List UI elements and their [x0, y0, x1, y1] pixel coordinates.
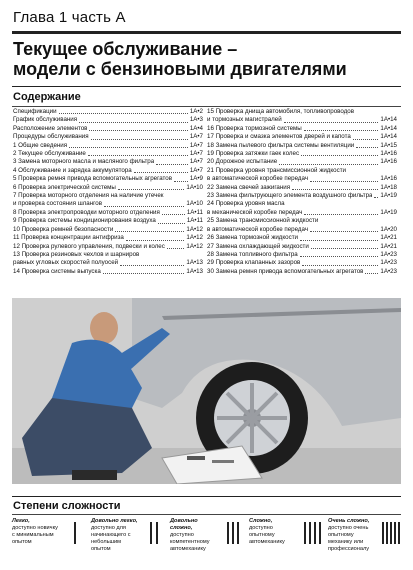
title-line-2: модели с бензиновыми двигателями	[13, 59, 347, 79]
contents-entry-title: 4 Обслуживание и зарядка аккумулятора	[13, 166, 132, 174]
level-description: доступно очень опытному механику или профессионалу	[328, 525, 370, 552]
dot-leader	[115, 226, 184, 232]
contents-entry-title: 5 Проверка ремня привода вспомогательных агрегатов	[13, 175, 172, 183]
contents-entry	[13, 167, 203, 175]
dot-leader	[89, 125, 187, 131]
contents-entry	[13, 259, 203, 267]
level-name: Довольно сложно,	[170, 518, 198, 531]
contents-entry-title: 12 Проверка рулевого управления, подвески и колес	[13, 242, 165, 250]
level-description: доступно опытному автомеханику	[249, 525, 285, 545]
contents-entry	[13, 150, 203, 158]
contents-entry-title: 13 Проверка резиновых чехлов и шарниров	[13, 250, 140, 258]
dot-leader	[118, 184, 184, 190]
dot-leader	[103, 268, 185, 274]
dot-leader	[292, 184, 378, 190]
contents-entry-title: 30 Замена ремня привода вспомогательных агрегатов	[207, 267, 364, 275]
contents-entry-title: Расположение элементов	[13, 124, 88, 132]
contents-entry-title: и проверка состояния шлангов	[13, 200, 102, 208]
contents-entry	[13, 251, 203, 259]
contents-entry-title: 6 Проверка электрической системы	[13, 183, 116, 191]
contents-entry-title: 22 Замена свечей зажигания	[207, 183, 291, 191]
contents-entry-page: 1А•21	[380, 242, 397, 250]
contents-entry-title: График обслуживания	[13, 116, 78, 124]
contents-entry-title: Спецификации	[13, 108, 57, 115]
dot-leader	[300, 234, 378, 240]
dot-leader	[300, 251, 379, 257]
chapter-label: Глава 1 часть А	[13, 9, 126, 26]
contents-entry-title: 18 Замена пылевого фильтра системы вентиляции	[207, 141, 355, 149]
contents-entry-page: 1А•23	[380, 259, 397, 267]
contents-entry-page: 1А•15	[380, 141, 397, 149]
contents-entry-page: 1А•14	[380, 116, 397, 124]
contents-entry	[207, 184, 397, 192]
dot-leader	[104, 200, 184, 206]
contents-rule	[12, 106, 401, 107]
wrench-icon	[302, 518, 322, 548]
level-description: доступно для начинающего с небольшим опытом	[91, 525, 131, 552]
contents-entry-title: 10 Проверка ремней безопасности	[13, 225, 114, 233]
dot-leader	[69, 142, 188, 148]
difficulty-level-3	[170, 518, 243, 558]
contents-entry-page: 1А•2	[189, 108, 203, 115]
dot-leader	[356, 142, 378, 148]
dot-leader	[59, 108, 188, 114]
contents-entry	[207, 108, 397, 116]
contents-entry-page: 1А•16	[380, 158, 397, 166]
contents-entry-page: 1А•11	[186, 217, 203, 225]
contents-entry	[13, 226, 203, 234]
contents-entry-title: 9 Проверка системы кондиционирования воздуха	[13, 217, 156, 225]
contents-entry	[13, 209, 203, 217]
level-name: Сложно,	[249, 518, 273, 524]
contents-entry-title: 23 Замена фильтрующего элемента воздушного фильтра	[207, 192, 373, 200]
wrench-icon	[65, 518, 85, 548]
contents-entry-page: 1А•10	[186, 200, 203, 208]
contents-entry	[207, 268, 397, 276]
contents-entry-page: 1А•19	[380, 208, 397, 216]
header-rule	[12, 31, 401, 34]
contents-column-left	[13, 108, 203, 276]
wrench-icon	[223, 518, 243, 548]
contents-entry-title: 8 Проверка электропроводки моторного отделения	[13, 208, 160, 216]
contents-entry	[13, 116, 203, 124]
difficulty-levels	[12, 518, 401, 558]
contents-entry-page: 1А•18	[380, 183, 397, 191]
contents-entry-page: 1А•14	[380, 124, 397, 132]
level-description: доступно новичку с минимальным опытом	[12, 525, 58, 545]
contents-heading: Содержание	[13, 91, 81, 103]
contents-entry-page: 1А•12	[186, 242, 203, 250]
contents-entry-title: в автоматической коробке передач	[207, 175, 309, 183]
dot-leader	[174, 175, 188, 181]
contents-entry-page: 1А•7	[189, 158, 203, 166]
dot-leader	[120, 259, 184, 265]
contents-entry	[207, 217, 397, 225]
dot-leader	[302, 259, 378, 265]
contents-entry-page: 1А•4	[189, 124, 203, 132]
contents-entry	[13, 268, 203, 276]
contents-entry-title: 29 Проверка клапанных зазоров	[207, 259, 301, 267]
wrench-icon	[144, 518, 164, 548]
dot-leader	[91, 133, 188, 139]
level-name: Очень сложно,	[328, 518, 370, 524]
contents-entry-page: 1А•7	[189, 150, 203, 158]
contents-entry-title: 26 Замена тормозной жидкости	[207, 234, 299, 242]
dot-leader	[88, 150, 188, 156]
contents-entry	[13, 175, 203, 183]
maintenance-photo	[12, 298, 401, 484]
photo-illustration	[12, 298, 401, 484]
level-name: Довольно легко,	[91, 518, 138, 524]
dot-leader	[284, 116, 379, 122]
contents-entry	[207, 200, 397, 208]
difficulty-rule	[12, 514, 401, 515]
contents-entry-title: 25 Замена трансмиссионной жидкости	[207, 217, 319, 225]
dot-leader	[311, 243, 379, 249]
contents-entry-title: 19 Проверка затяжки гаек колес	[207, 150, 300, 158]
contents-entry	[207, 125, 397, 133]
contents-entry-page: 1А•7	[189, 133, 203, 141]
contents-entry-page: 1А•3	[189, 116, 203, 124]
contents-entry	[207, 234, 397, 242]
contents-entry-title: в механической коробке передач	[207, 208, 303, 216]
dot-leader	[158, 217, 185, 223]
contents-entry-page: 1А•9	[189, 175, 203, 183]
contents-entry-page: 1А•13	[186, 267, 203, 275]
contents-entry	[13, 125, 203, 133]
title-rule	[12, 86, 401, 87]
contents-entry	[207, 192, 397, 200]
difficulty-heading: Степени сложности	[13, 500, 121, 512]
contents-entry-page: 1А•11	[186, 208, 203, 216]
level-name: Легко,	[12, 518, 30, 524]
contents-entry-title: 20 Дорожное испытание	[207, 158, 278, 166]
contents-entry	[207, 251, 397, 259]
contents-entry-title: 14 Проверка системы выпуска	[13, 267, 101, 275]
contents-entry-page: 1А•23	[380, 267, 397, 275]
contents-entry-page: 1А•14	[380, 133, 397, 141]
contents-entry-page: 1А•10	[186, 183, 203, 191]
contents-entry	[13, 200, 203, 208]
contents-entry	[13, 234, 203, 242]
contents-entry-page: 1А•13	[186, 259, 203, 267]
contents-entry	[13, 184, 203, 192]
difficulty-level-5	[328, 518, 401, 558]
dot-leader	[167, 243, 185, 249]
contents-entry-page: 1А•12	[186, 234, 203, 242]
contents-entry	[207, 150, 397, 158]
dot-leader	[126, 234, 185, 240]
contents-entry-title: 28 Замена топливного фильтра	[207, 250, 298, 258]
dot-leader	[353, 133, 379, 139]
contents-entry-title: 11 Проверка концентрации антифриза	[13, 234, 124, 242]
dot-leader	[156, 158, 188, 164]
contents-entry	[13, 108, 203, 116]
wrench-icon	[381, 518, 401, 548]
contents-entry-title: 21 Проверка уровня трансмиссионной жидкости	[207, 166, 346, 174]
dot-leader	[310, 226, 378, 232]
dot-leader	[79, 116, 188, 122]
contents-entry	[13, 243, 203, 251]
contents-entry-title: в автоматической коробке передач	[207, 225, 309, 233]
contents-entry-title: 24 Проверка уровня масла	[207, 200, 285, 208]
difficulty-level-4	[249, 518, 322, 558]
dot-leader	[304, 209, 378, 215]
difficulty-level-2	[91, 518, 164, 558]
contents-entry-page: 1А•16	[380, 175, 397, 183]
contents-entry-title: 1 Общие сведения	[13, 141, 68, 149]
dot-leader	[279, 158, 378, 164]
dot-leader	[365, 268, 378, 274]
contents-entry-title: и тормозных магистралей	[207, 116, 282, 124]
contents-entry-title: 3 Замена моторного масла и масляного фильтра	[13, 158, 155, 166]
contents-entry-title: 2 Текущее обслуживание	[13, 150, 86, 158]
dot-leader	[310, 175, 378, 181]
level-description: доступно компетентному автомеханику	[170, 532, 210, 552]
contents-entry	[13, 133, 203, 141]
contents-entry	[13, 142, 203, 150]
contents-entry	[207, 259, 397, 267]
contents-entry	[13, 217, 203, 225]
title-line-1: Текущее обслуживание –	[13, 39, 238, 59]
contents-entry-page: 1А•7	[189, 141, 203, 149]
contents-entry-page: 1А•7	[189, 166, 203, 174]
contents-entry	[207, 226, 397, 234]
contents-entry	[207, 158, 397, 166]
contents-entry-page: 1А•21	[380, 234, 397, 242]
dot-leader	[301, 150, 378, 156]
contents-entry	[207, 167, 397, 175]
contents-column-right	[207, 108, 397, 276]
contents-entry-page: 1А•16	[380, 150, 397, 158]
contents-entry-page: 1А•20	[380, 225, 397, 233]
contents-entry	[207, 133, 397, 141]
contents-entry-page: 1А•19	[380, 192, 397, 200]
contents-entry-title: 16 Проверка тормозной системы	[207, 124, 302, 132]
page-title	[13, 39, 347, 79]
difficulty-level-1	[12, 518, 85, 558]
contents-entry-title: равных угловых скоростей полуосей	[13, 259, 119, 267]
contents-entry	[207, 142, 397, 150]
dot-leader	[162, 209, 185, 215]
contents-entry-title: 7 Проверка моторного отделения на наличие утечек	[13, 192, 164, 200]
contents-entry-title: 17 Проверка и смазка элементов дверей и капота	[207, 133, 351, 141]
contents-entry	[13, 192, 203, 200]
contents-entry-title: Процедуры обслуживания	[13, 133, 89, 141]
contents-entry	[207, 209, 397, 217]
dot-leader	[374, 192, 378, 198]
contents-entry-title: 27 Замена охлаждающей жидкости	[207, 242, 309, 250]
contents-entry-page: 1А•12	[186, 225, 203, 233]
contents-entry	[13, 158, 203, 166]
contents-entry	[207, 175, 397, 183]
contents-entry-page: 1А•23	[380, 250, 397, 258]
dot-leader	[134, 167, 188, 173]
dot-leader	[304, 125, 379, 131]
contents-entry-title: 15 Проверка днища автомобиля, топливопроводов	[207, 108, 355, 115]
contents-entry	[207, 243, 397, 251]
difficulty-rule-top	[12, 496, 401, 497]
contents-entry	[207, 116, 397, 124]
